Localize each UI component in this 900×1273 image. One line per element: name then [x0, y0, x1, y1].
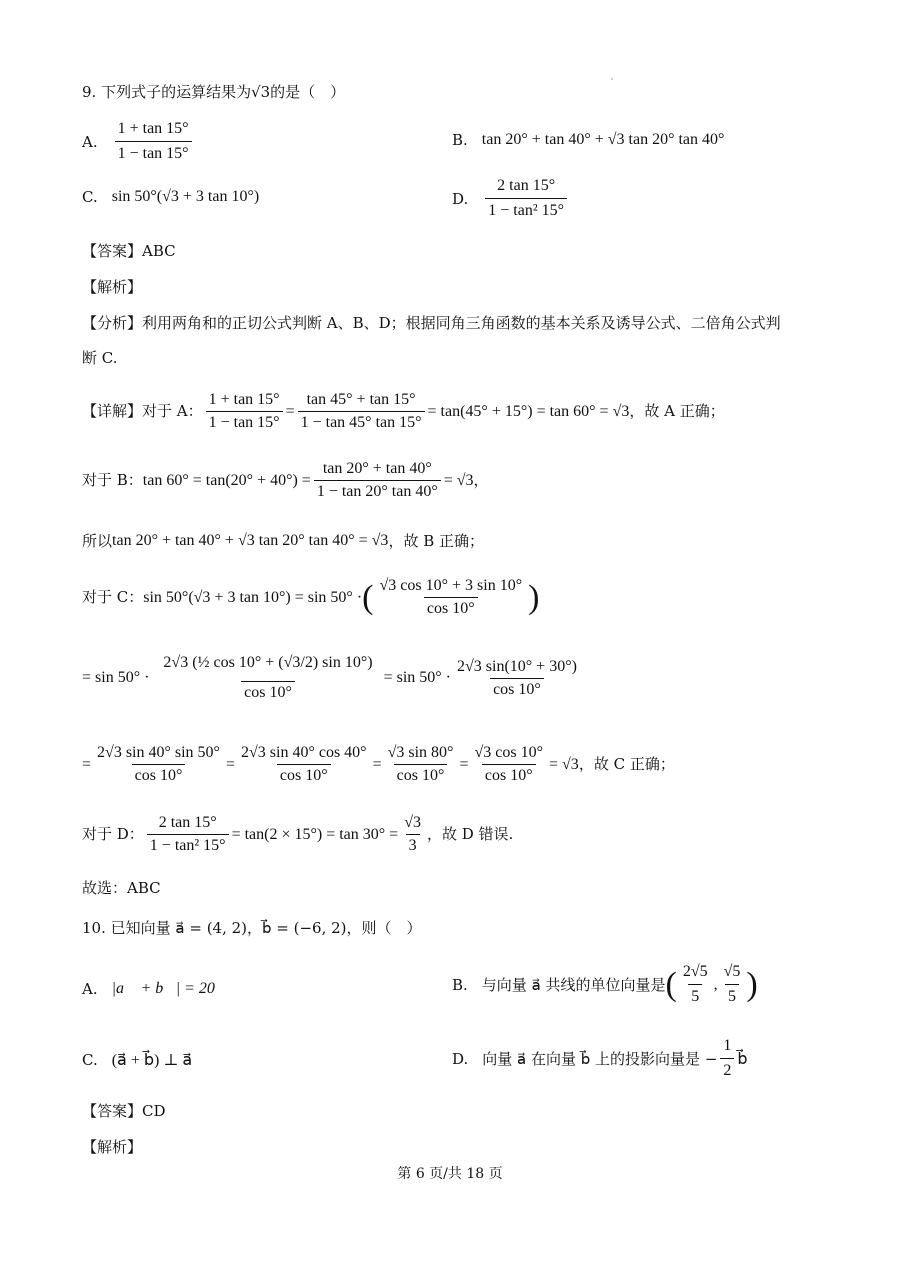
q9-stem: 9. 下列式子的运算结果为√3的是（ ） — [82, 83, 346, 101]
right-paren: ) — [746, 965, 758, 1003]
q9-detail-a: 【详解】对于 A： $\frac{1 + \tan 15^\circ}{1 - \tan 15^\circ}$ = $\frac{\tan 45^\circ + \tan 15^\circ}{1 - \tan 45^\circ \tan 15^\circ}$ = tan(45° + 15°) = tan 60° = √3 ，故 A 正确； — [82, 391, 725, 431]
q9-detail-c: 对于 C： sin 50°(√3 + 3 tan 10°) = sin 50° · ( $\frac{√3 \cos 10^\circ + 3 \sin 10^\circ}{\cos 10^\circ}$ ) — [82, 577, 540, 617]
left-paren: ( — [665, 965, 677, 1003]
scan-speck — [611, 78, 613, 80]
q10-option-c: C. (a⃗ + b⃗) ⊥ a⃗ — [82, 1051, 193, 1069]
detail-c3-fraction-2: $\frac{2√3 \sin 40^\circ \cos 40^\circ}{\cos 10^\circ}$ — [240, 744, 367, 784]
detail-a-fraction-2: $\frac{\tan 45^\circ + \tan 15^\circ}{1 - \tan 45^\circ \tan 15^\circ}$ — [298, 392, 425, 431]
detail-a-fraction-1: $\frac{1 + \tan 15^\circ}{1 - \tan 15^\circ}$ — [206, 392, 283, 431]
left-paren: ( — [362, 578, 374, 616]
q9-option-d-fraction: $\frac{2 \tan 15^\circ}{\text{1 − tan² 15°}}$ — [485, 177, 567, 220]
q9-detail-b2: 所以 tan 20° + tan 40° + √3 tan 20° tan 40° = √3 ，故 B 正确； — [82, 531, 484, 550]
detail-c3-fraction-1: $\frac{2√3 \sin 40^\circ \sin 50^\circ}{\cos 10^\circ}$ — [97, 744, 220, 784]
detail-c3-fraction-4: $\frac{√3 \cos 10^\circ}{\cos 10^\circ}$ — [474, 744, 543, 784]
q9-analysis-line2: 断 C. — [82, 349, 118, 367]
detail-c2-fraction-1: $\frac{\text{2√3 (½ cos 10° + (√3/2) sin 10°)}}{\cos 10^\circ}$ — [163, 654, 373, 701]
detail-c3-fraction-3: $\frac{√3 \sin 80^\circ}{\cos 10^\circ}$ — [387, 744, 454, 784]
q10-option-d-fraction: $\frac{1}{2}$ — [720, 1037, 734, 1080]
q9-detail-b: 对于 B： tan 60° = tan(20° + 40°) = $\frac{\tan 20^\circ + \tan 40^\circ}{1 - \tan 20^\circ \tan 40^\circ}$ = √3 ， — [82, 460, 489, 500]
q9-analysis-line1: 【分析】利用两角和的正切公式判断 A、B、D；根据同角三角函数的基本关系及诱导公式、二倍角公式判 — [82, 314, 781, 332]
right-paren: ) — [528, 578, 540, 616]
q9-detail-d: 对于 D： $\frac{2 \tan 15^\circ}{\text{1 − tan² 15°}}$ = tan(2 × 15°) = tan 30° = $\frac{√3}{3}$ ，故 D 错误. — [82, 814, 514, 854]
page-footer: 第 6 页/共 18 页 — [397, 1166, 503, 1182]
q9-option-d: D. $\frac{2 \tan 15^\circ}{\text{1 − tan² 15°}}$ — [452, 177, 570, 220]
comma: , — [713, 975, 718, 993]
detail-d-fraction-2: $\frac{√3}{3}$ — [404, 814, 421, 854]
q9-detail-c2: = sin 50° · $\frac{\text{2√3 (½ cos 10° + (√3/2) sin 10°)}}{\cos 10^\circ}$ = sin 50° · $\frac{2√3 \sin(10^\circ + 30^\circ)}{\cos 10^\circ}$ — [82, 655, 583, 701]
q10-option-d: D. 向量 a⃗ 在向量 b⃗ 上的投影向量是 − $\frac{1}{2}$ b⃗ — [452, 1037, 748, 1079]
q9-option-a-fraction: $\frac{1 + \tan 15^\circ}{1 - \tan 15^\circ}$ — [115, 120, 192, 163]
q10-jiexi: 【解析】 — [82, 1138, 143, 1156]
q9-option-b: B. tan 20° + tan 40° + √3 tan 20° tan 40° — [452, 131, 725, 149]
q9-detail-c3: = $\frac{2√3 \sin 40^\circ \sin 50^\circ}{\cos 10^\circ}$ = $\frac{2√3 \sin 40^\circ \cos 40^\circ}{\cos 10^\circ}$ = $\frac{√3 \sin 80^\circ}{\cos 10^\circ}$ = $\frac{√3 \cos 10^\circ}{\cos 10^\circ}$ = √3 ，故 C 正确； — [82, 744, 675, 784]
q10-stem: 10. 已知向量 a⃗ = (4, 2)，b⃗ = (−6, 2)，则（ ） — [82, 919, 422, 937]
q9-option-c: C. sin 50°(√3 + 3 tan 10°) — [82, 188, 260, 206]
detail-b-fraction: $\frac{\tan 20^\circ + \tan 40^\circ}{1 - \tan 20^\circ \tan 40^\circ}$ — [314, 461, 441, 500]
q9-answer: 【答案】ABC — [82, 242, 176, 260]
q10-option-b-fraction-1: $\frac{2√5}{5}$ — [682, 963, 708, 1005]
detail-d-fraction: $\frac{2 \tan 15^\circ}{\text{1 − tan² 15°}}$ — [147, 815, 229, 854]
detail-c-fraction: $\frac{√3 \cos 10^\circ + 3 \sin 10^\circ}{\cos 10^\circ}$ — [379, 577, 523, 617]
q9-option-a: A. $\frac{1 + \tan 15^\circ}{1 - \tan 15^\circ}$ — [82, 120, 195, 163]
detail-c2-fraction-2: $\frac{2√3 \sin(10^\circ + 30^\circ)}{\cos 10^\circ}$ — [456, 657, 577, 698]
q9-jiexi: 【解析】 — [82, 278, 143, 296]
q10-option-b: B. 与向量 a⃗ 共线的单位向量是 ( $\frac{2√5}{5}$ , $\frac{√5}{5}$ ) — [452, 963, 758, 1005]
q10-answer: 【答案】CD — [82, 1102, 166, 1120]
q10-option-b-fraction-2: $\frac{√5}{5}$ — [723, 963, 741, 1005]
q10-option-a: A. |a⃗ + b⃗| = 20 — [82, 980, 215, 998]
q9-choose: 故选：ABC — [82, 879, 161, 897]
